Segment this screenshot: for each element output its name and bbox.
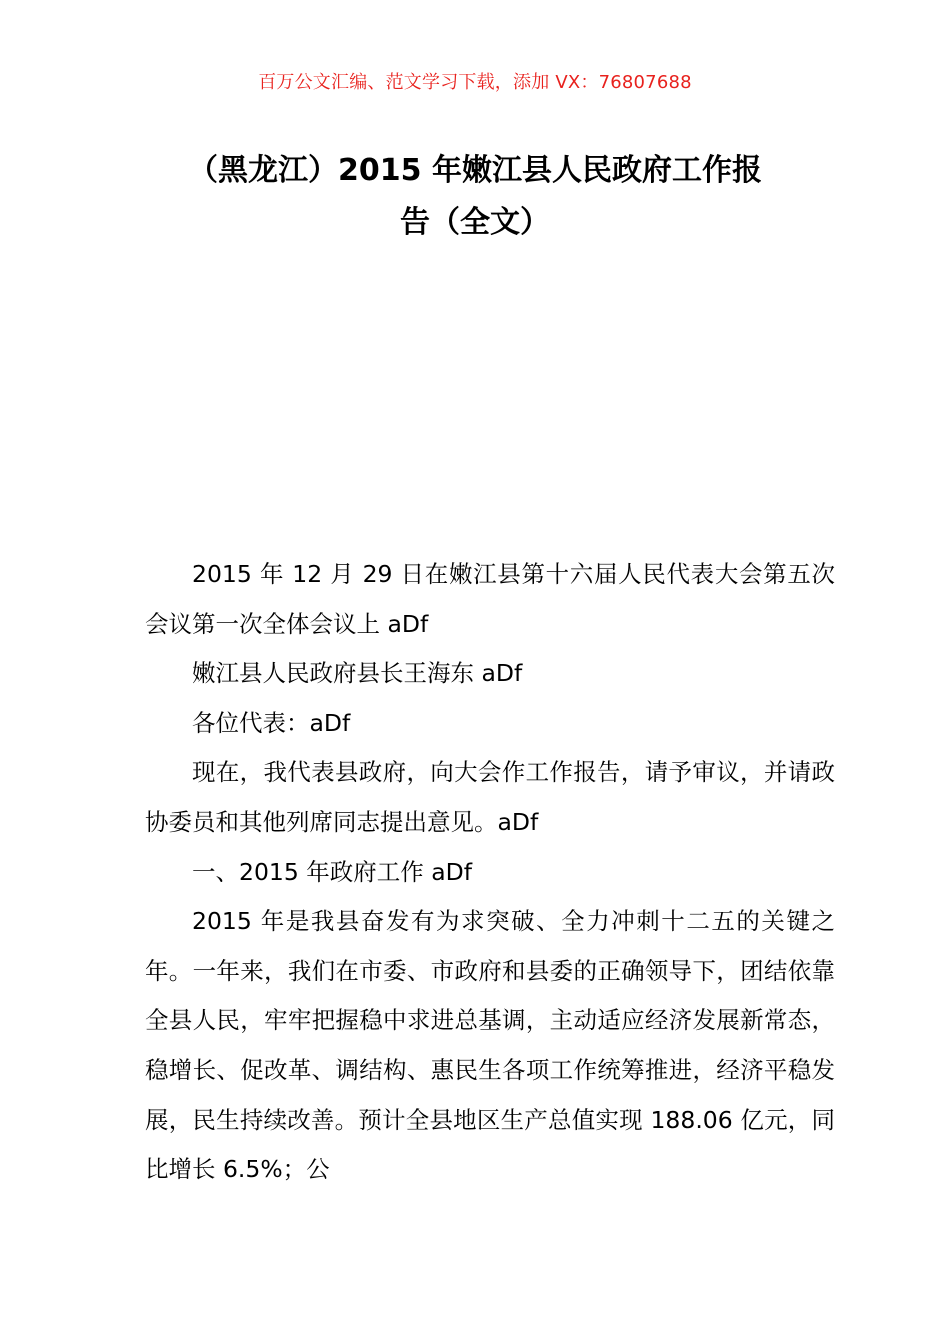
section-heading: 一、2015 年政府工作 aDf [192,857,473,886]
paragraph-salutation: 各位代表：aDf [192,708,351,737]
document-title [130,145,820,249]
title-line-2: 告（全文） [400,205,550,240]
title-line-1: （黑龙江）2015 年嫩江县人民政府工作报 [188,153,762,188]
header-note: 百万公文汇编、范文学习下载，添加 VX：76807688 [258,72,692,93]
document-body [145,550,835,1195]
paragraph-meeting-info: 2015 年 12 月 29 日在嫩江县第十六届人民代表大会第五次会议第一次全体会议上 aDf [145,560,835,638]
paragraph-speaker: 嫩江县人民政府县长王海东 aDf [192,659,523,688]
paragraph-intro: 现在，我代表县政府，向大会作工作报告，请予审议，并请政协委员和其他列席同志提出意见。aDf [145,758,835,836]
paragraph-review: 2015 年是我县奋发有为求突破、全力冲刺十二五的关键之年。一年来，我们在市委、市政府和县委的正确领导下，团结依靠全县人民，牢牢把握稳中求进总基调，主动适应经济发展新常态，稳增长、促改革、调结构、惠民生各项工作统筹推进，经济平稳发展，民生持续改善。预计全县地区生产总值实现 188.06 亿元，同比增长 6.5%；公 [145,907,835,1184]
